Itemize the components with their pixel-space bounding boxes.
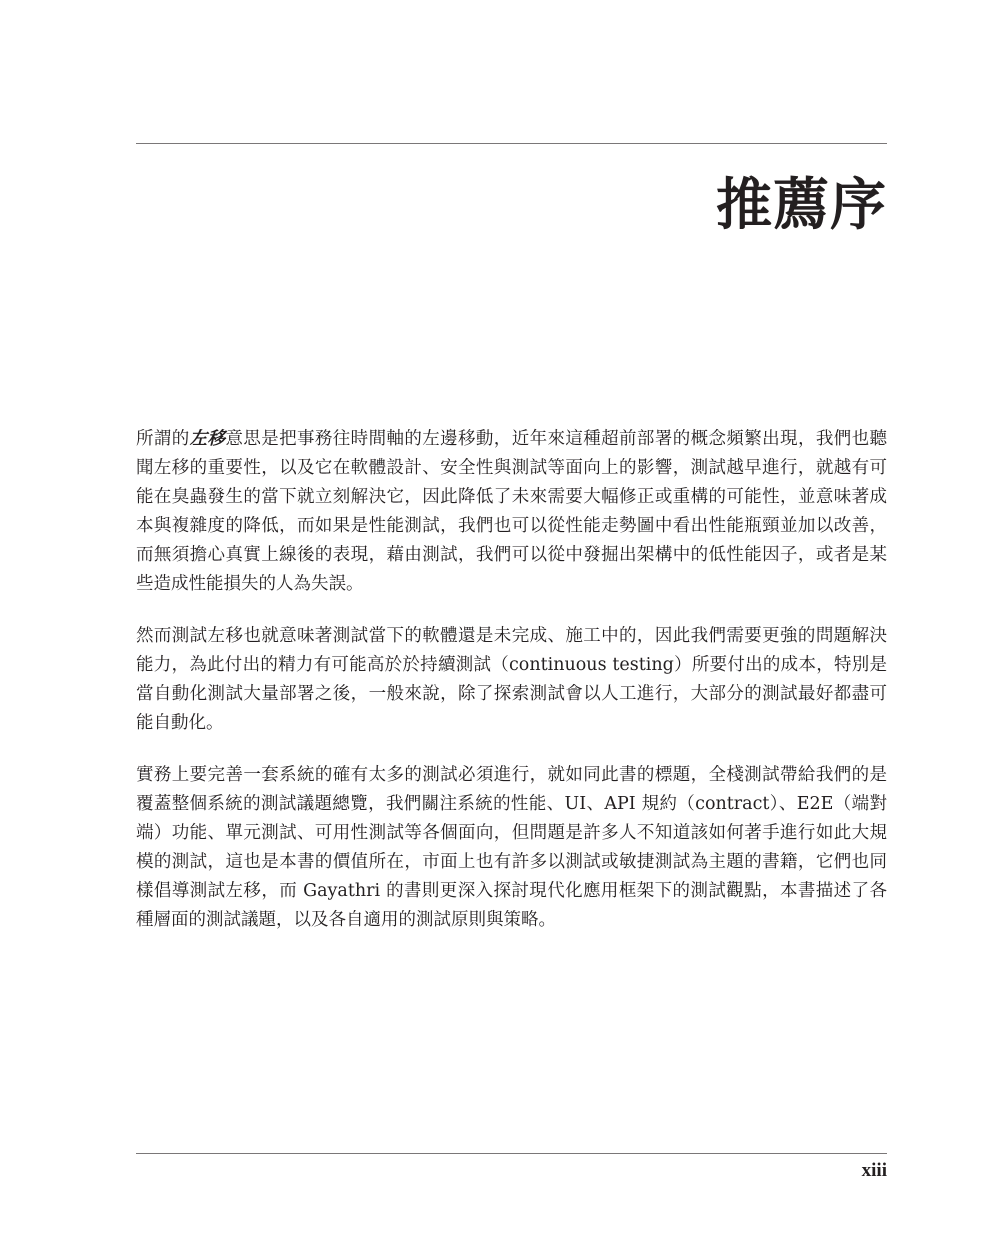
top-rule bbox=[136, 143, 887, 144]
emphasis-term: 左移 bbox=[189, 429, 226, 449]
paragraph-1-lead: 所謂的 bbox=[136, 429, 190, 449]
paragraph-1 bbox=[136, 425, 887, 599]
page-number: xiii bbox=[861, 1160, 887, 1181]
chapter-title: 推薦序 bbox=[716, 173, 887, 238]
bottom-rule bbox=[136, 1153, 887, 1154]
paragraph-3: 實務上要完善一套系統的確有太多的測試必須進行，就如同此書的標題，全棧測試帶給我們的是覆蓋整個系統的測試議題總覽，我們關注系統的性能、UI、API 規約（contract）、E2E（端對端）功能、單元測試、可用性測試等各個面向，但問題是許多人不知道該如何著手進行如此大規模的測試，這也是本書的價值所在，市面上也有許多以測試或敏捷測試為主題的書籍，它們也同樣倡導測試左移，而 Gayathri 的書則更深入探討現代化應用框架下的測試觀點，本書描述了各種層面的測試議題，以及各自適用的測試原則與策略。 bbox=[136, 765, 887, 930]
paragraph-2: 然而測試左移也就意味著測試當下的軟體還是未完成、施工中的，因此我們需要更強的問題解決能力，為此付出的精力有可能高於於持續測試（continuous testing）所要付出的成本，特別是當自動化測試大量部署之後，一般來說，除了探索測試會以人工進行，大部分的測試最好都盡可能自動化。 bbox=[136, 626, 887, 733]
paragraph-1-rest: 意思是把事務往時間軸的左邊移動，近年來這種超前部署的概念頻繁出現，我們也聽聞左移的重要性，以及它在軟體設計、安全性與測試等面向上的影響，測試越早進行，就越有可能在臭蟲發生的當下就立刻解決它，因此降低了未來需要大幅修正或重構的可能性，並意味著成本與複雜度的降低，而如果是性能測試，我們也可以從性能走勢圖中看出性能瓶頸並加以改善，而無須擔心真實上線後的表現，藉由測試，我們可以從中發掘出架構中的低性能因子，或者是某些造成性能損失的人為失誤。 bbox=[136, 429, 887, 594]
body-text bbox=[136, 425, 887, 958]
